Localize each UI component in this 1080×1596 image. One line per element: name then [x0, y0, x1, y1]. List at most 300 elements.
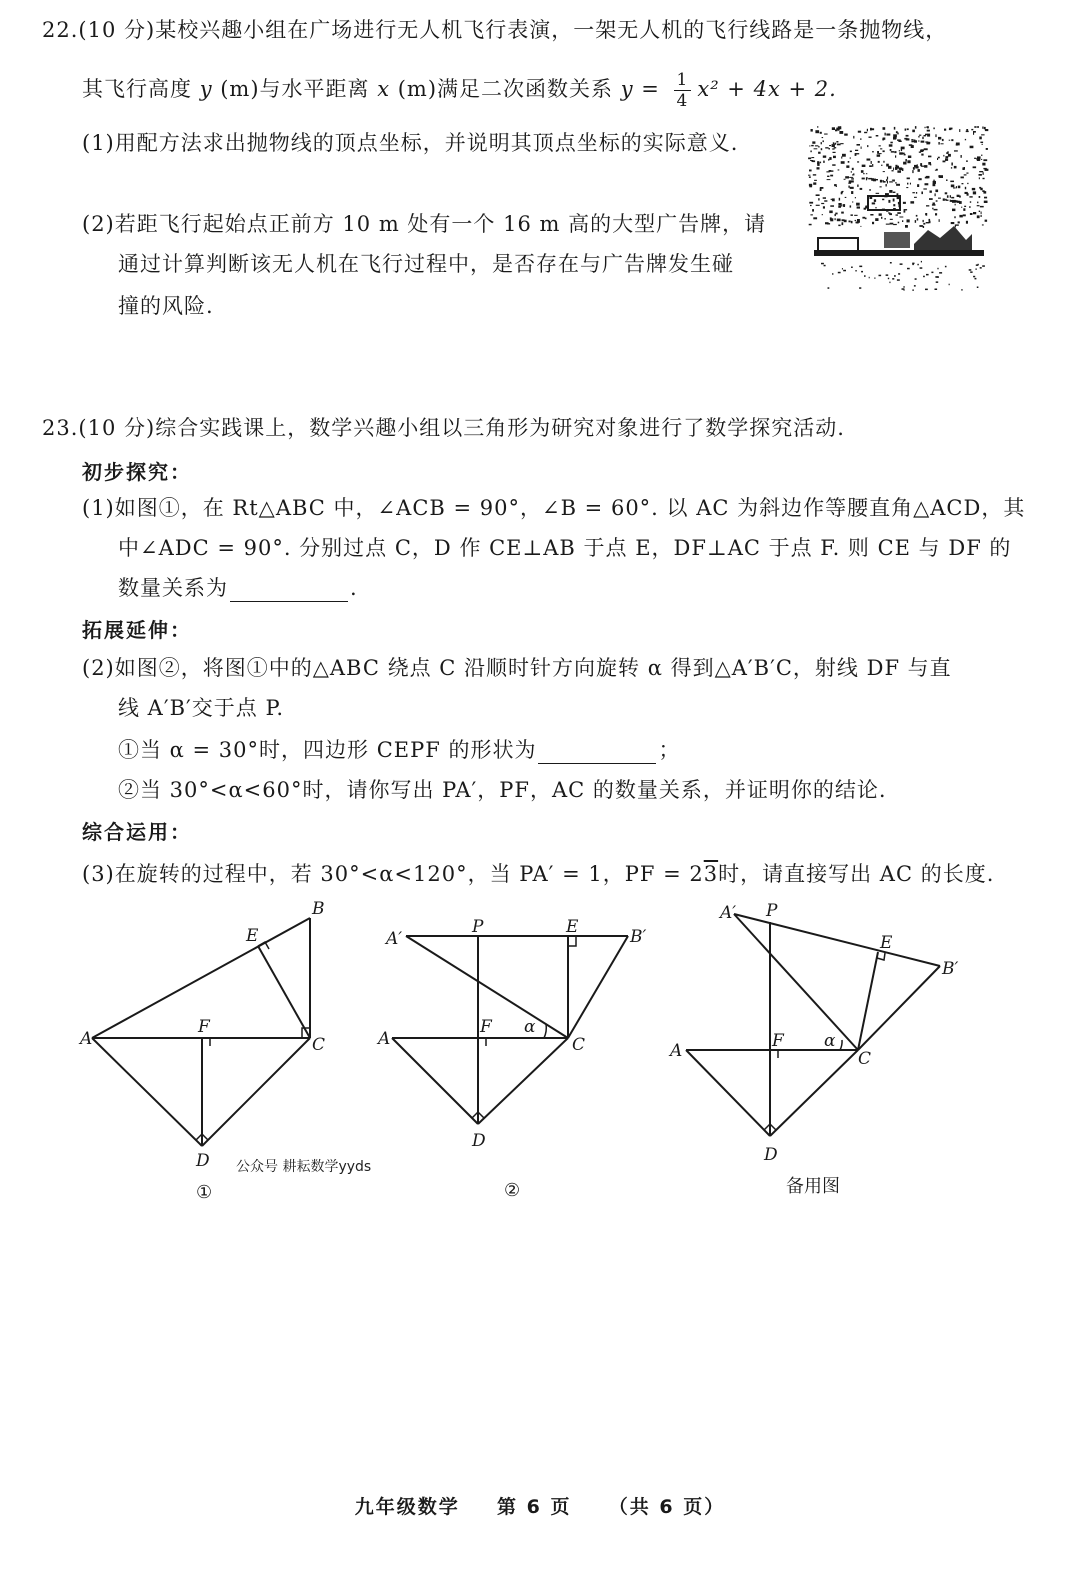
photo-speckle	[980, 188, 982, 190]
photo-speckle	[942, 139, 944, 141]
photo-speckle	[893, 204, 895, 206]
photo-speckle	[984, 197, 987, 199]
fig2-label-alpha: α	[524, 1017, 536, 1037]
photo-speckle	[971, 129, 973, 130]
photo-speckle	[855, 150, 858, 151]
photo-speckle	[913, 167, 915, 170]
photo-speckle	[890, 142, 892, 144]
photo-speckle	[973, 191, 976, 194]
figure-3-caption: 备用图	[786, 1176, 840, 1197]
photo-speckle	[872, 151, 874, 152]
photo-speckle	[979, 174, 982, 176]
photo-speckle	[945, 199, 947, 200]
photo-speckle	[952, 209, 955, 212]
photo-speckle	[926, 222, 930, 223]
q23-p2-line1: (2)如图②，将图①中的△ABC 绕点 C 沿顺时针方向旋转 α 得到△A′B′C，射线 DF 与直	[82, 656, 952, 680]
photo-speckle	[867, 145, 868, 147]
photo-speckle	[979, 211, 980, 212]
photo-speckle	[967, 183, 968, 184]
photo-speckle	[914, 197, 917, 198]
photo-speckle	[951, 222, 955, 224]
photo-speckle	[916, 215, 918, 217]
photo-speckle	[882, 180, 884, 181]
photo-speckle	[970, 146, 974, 149]
photo-speckle	[849, 180, 852, 183]
photo-speckle	[957, 201, 960, 203]
photo-speckle	[897, 166, 900, 169]
heading-application: 综合运用：	[82, 820, 192, 844]
photo-speckle	[921, 154, 923, 156]
photo-speckle	[819, 162, 821, 164]
photo-speckle	[832, 198, 835, 201]
photo-speckle	[948, 154, 951, 157]
photo-speckle	[951, 167, 952, 168]
photo-speckle	[852, 168, 854, 170]
photo-speckle	[889, 190, 892, 193]
photo-speckle	[855, 220, 857, 221]
photo-speckle	[832, 273, 833, 275]
photo-speckle	[886, 179, 888, 181]
photo-speckle	[827, 223, 830, 224]
photo-speckle	[823, 140, 824, 142]
figure-3	[665, 895, 975, 1175]
photo-speckle	[880, 180, 882, 183]
fig3-label-a1: A′	[720, 903, 737, 923]
photo-speckle	[929, 198, 933, 200]
photo-speckle	[825, 147, 828, 148]
fig2-label-d: D	[472, 1131, 486, 1151]
photo-speckle	[924, 165, 927, 168]
photo-speckle	[862, 217, 865, 219]
photo-speckle	[816, 194, 820, 196]
photo-speckle	[880, 148, 882, 149]
photo-speckle	[848, 161, 850, 163]
photo-speckle	[823, 197, 826, 199]
photo-speckle	[869, 165, 872, 167]
photo-speckle	[883, 150, 885, 152]
photo-speckle	[919, 135, 921, 136]
photo-speckle	[925, 183, 929, 185]
photo-speckle	[907, 128, 909, 130]
photo-speckle	[877, 151, 879, 154]
photo-speckle	[907, 268, 910, 270]
photo-speckle	[888, 278, 889, 280]
fig1-label-a: A	[80, 1029, 93, 1049]
photo-speckle	[962, 183, 964, 184]
photo-speckle	[919, 225, 923, 227]
photo-speckle	[918, 136, 919, 138]
photo-speckle	[910, 201, 914, 203]
heading-initial-exploration: 初步探究：	[82, 460, 192, 484]
photo-speckle	[918, 169, 920, 172]
fig2-right-angle-e	[568, 936, 576, 946]
photo-speckle	[966, 131, 969, 132]
figure-2	[375, 910, 665, 1160]
photo-speckle	[867, 129, 868, 132]
q22-sub2-line1: (2)若距飞行起始点正前方 10 m 处有一个 16 m 高的大型广告牌，请	[82, 212, 767, 236]
photo-speckle	[837, 219, 841, 222]
fig1-segment-cd	[202, 1038, 310, 1146]
photo-speckle	[883, 161, 884, 163]
photo-speckle	[951, 139, 953, 141]
photo-speckle	[976, 158, 978, 160]
photo-speckle	[914, 285, 916, 287]
photo-speckle	[937, 268, 938, 270]
photo-speckle	[877, 154, 881, 156]
photo-speckle	[894, 275, 896, 277]
photo-speckle	[817, 161, 819, 164]
fig1-label-f: F	[198, 1017, 210, 1037]
fig3-segment-a1b1	[734, 914, 940, 966]
photo-speckle	[823, 156, 826, 158]
photo-speckle	[938, 142, 939, 145]
q22-sub2-line2: 通过计算判断该无人机在飞行过程中，是否存在与广告牌发生碰	[118, 252, 734, 276]
answer-blank-2[interactable]	[538, 741, 656, 764]
fig3-segment-ce	[858, 952, 878, 1050]
photo-speckle	[809, 186, 812, 187]
photo-speckle	[908, 156, 911, 159]
q22-formula-lhs: y =	[620, 77, 660, 101]
photo-speckle	[892, 170, 894, 171]
photo-speckle	[970, 213, 973, 215]
photo-speckle	[950, 181, 954, 183]
photo-speckle	[959, 196, 961, 198]
photo-speckle	[914, 165, 918, 167]
photo-speckle	[842, 268, 843, 270]
photo-speckle	[851, 221, 853, 223]
photo-speckle	[871, 161, 872, 164]
photo-speckle	[859, 287, 861, 289]
photo-speckle	[811, 129, 813, 132]
photo-speckle	[821, 203, 824, 204]
photo-speckle	[980, 206, 984, 208]
photo-speckle	[979, 177, 980, 179]
photo-speckle	[930, 164, 931, 166]
photo-speckle	[937, 158, 938, 160]
photo-speckle	[911, 141, 914, 143]
photo-speckle	[894, 151, 896, 153]
photo-speckle	[851, 267, 853, 269]
photo-speckle	[809, 184, 812, 186]
q23-p1-line2: 中∠ADC = 90°. 分别过点 C，D 作 CE⊥AB 于点 E，DF⊥AC 于点 F. 则 CE 与 DF 的	[118, 536, 1012, 560]
photo-speckle	[934, 209, 938, 211]
photo-speckle	[851, 180, 854, 182]
photo-speckle	[854, 215, 857, 216]
figure-2-caption: ②	[504, 1180, 521, 1201]
photo-speckle	[822, 137, 824, 138]
photo-speckle	[933, 184, 936, 187]
photo-speckle	[970, 201, 971, 203]
photo-speckle	[973, 276, 975, 278]
footer-grade-subject: 九年级数学	[354, 1496, 460, 1518]
photo-speckle	[888, 200, 890, 203]
fig2-label-e: E	[566, 917, 579, 937]
photo-speckle	[886, 134, 890, 136]
photo-speckle	[816, 205, 820, 206]
photo-speckle	[862, 165, 866, 167]
photo-speckle	[852, 174, 853, 175]
photo-speckle	[893, 168, 894, 171]
photo-speckle	[939, 219, 940, 222]
photo-speckle	[869, 277, 870, 279]
photo-speckle	[876, 193, 880, 194]
photo-speckle	[842, 154, 846, 157]
photo-speckle	[892, 278, 894, 280]
photo-speckle	[981, 155, 982, 156]
photo-speckle	[851, 191, 853, 194]
photo-speckle	[856, 203, 860, 206]
photo-speckle	[912, 192, 915, 193]
photo-speckle	[969, 196, 972, 197]
watermark-text: 公众号 耕耘数学yyds	[236, 1159, 372, 1175]
photo-speckle	[905, 129, 907, 131]
photo-speckle	[893, 224, 897, 225]
photo-speckle	[936, 169, 938, 171]
photo-speckle	[897, 279, 900, 281]
photo-speckle	[984, 201, 988, 203]
photo-speckle	[841, 191, 843, 193]
fig2-label-p: P	[472, 917, 484, 937]
page-footer	[0, 1492, 1080, 1519]
fig3-label-c: C	[858, 1049, 872, 1069]
photo-speckle	[945, 158, 948, 161]
photo-speckle	[943, 198, 945, 200]
fig1-right-angle-f	[202, 1038, 210, 1046]
photo-speckle	[857, 221, 860, 223]
photo-speckle	[898, 273, 900, 275]
photo-speckle	[870, 214, 873, 216]
photo-speckle	[881, 217, 882, 219]
photo-speckle	[857, 185, 858, 187]
photo-speckle	[906, 135, 909, 137]
photo-speckle	[845, 176, 849, 178]
photo-speckle	[897, 133, 898, 135]
photo-speckle	[928, 156, 931, 158]
photo-speckle	[828, 159, 829, 161]
photo-speckle	[930, 191, 932, 193]
photo-speckle	[917, 264, 918, 266]
fig2-label-a1: A′	[386, 929, 403, 949]
photo-speckle	[836, 128, 839, 131]
fig3-segment-a1c	[734, 914, 858, 1050]
photo-speckle	[986, 148, 988, 150]
photo-speckle	[820, 188, 822, 191]
photo-speckle	[829, 148, 830, 150]
photo-speckle	[935, 276, 938, 278]
photo-speckle	[888, 166, 892, 169]
q23-p1-line1: (1)如图①，在 Rt△ABC 中，∠ACB = 90°，∠B = 60°. 以 AC 为斜边作等腰直角△ACD，其	[82, 496, 1026, 520]
photo-speckle	[980, 215, 982, 216]
photo-speckle	[862, 178, 865, 180]
photo-speckle	[837, 144, 841, 146]
heading-extension: 拓展延伸：	[82, 618, 192, 642]
photo-speckle	[832, 127, 835, 130]
fig1-segment-ad	[92, 1038, 202, 1146]
q23-p1-line3: 数量关系为 .	[118, 576, 358, 600]
photo-speckle	[920, 163, 922, 166]
photo-speckle	[882, 138, 884, 140]
photo-speckle	[829, 211, 832, 214]
photo-speckle	[910, 183, 911, 185]
photo-speckle	[839, 198, 840, 201]
photo-speckle	[905, 159, 907, 162]
photo-speckle	[824, 265, 826, 267]
q23-score: (10 分)	[78, 416, 156, 440]
photo-speckle	[900, 169, 903, 170]
photo-speckle	[956, 186, 957, 188]
photo-speckle	[874, 199, 876, 202]
photo-speckle	[961, 177, 964, 179]
photo-speckle	[841, 156, 842, 158]
photo-speckle	[890, 262, 892, 264]
photo-speckle	[977, 205, 980, 206]
photo-speckle	[866, 178, 867, 181]
photo-speckle	[912, 170, 913, 173]
photo-speckle	[887, 181, 888, 184]
photo-speckle	[966, 160, 968, 162]
fig2-segment-cd	[478, 1038, 568, 1124]
photo-speckle	[924, 135, 926, 136]
photo-speckle	[814, 148, 818, 149]
photo-speckle	[896, 214, 899, 215]
photo-speckle	[976, 268, 977, 270]
photo-speckle	[811, 145, 814, 146]
photo-speckle	[954, 216, 955, 218]
photo-speckle	[899, 217, 903, 218]
photo-speckle	[921, 192, 923, 195]
photo-speckle	[905, 225, 908, 228]
photo-speckle	[838, 225, 840, 227]
photo-speckle	[841, 161, 845, 164]
photo-speckle	[857, 207, 860, 209]
photo-speckle	[985, 129, 988, 131]
photo-speckle	[921, 141, 925, 143]
q22-stem-text: 某校兴趣小组在广场进行无人机飞行表演，一架无人机的飞行线路是一条抛物线，	[155, 18, 948, 42]
photo-speckle	[834, 147, 837, 148]
photo-speckle	[974, 158, 976, 159]
building-shape	[818, 238, 858, 252]
photo-speckle	[907, 178, 910, 180]
photo-speckle	[829, 170, 832, 172]
photo-speckle	[899, 150, 900, 151]
photo-speckle	[810, 214, 813, 215]
fig3-label-b1: B′	[942, 959, 959, 979]
photo-speckle	[842, 219, 845, 221]
photo-speckle	[983, 178, 985, 179]
photo-speckle	[897, 193, 899, 195]
q23-stem: 23.(10 分)综合实践课上，数学兴趣小组以三角形为研究对象进行了数学探究活动.	[42, 416, 845, 440]
photo-speckle	[906, 187, 908, 188]
photo-speckle	[845, 197, 847, 198]
photo-speckle	[809, 224, 812, 226]
photo-speckle	[869, 189, 870, 191]
photo-speckle	[955, 225, 956, 228]
photo-speckle	[917, 184, 919, 187]
photo-speckle	[893, 137, 896, 140]
q22-number: 22.	[42, 18, 79, 42]
photo-speckle	[979, 196, 981, 198]
fig1-label-b: B	[312, 899, 325, 919]
photo-speckle	[833, 156, 836, 158]
fig1-segment-ce	[258, 946, 310, 1038]
photo-speckle	[821, 263, 824, 265]
photo-speckle	[811, 157, 814, 158]
photo-speckle	[902, 220, 903, 222]
photo-speckle	[977, 215, 980, 218]
drone-photo	[808, 126, 990, 292]
photo-speckle	[890, 149, 892, 151]
photo-speckle	[916, 192, 917, 194]
photo-speckle	[947, 195, 949, 198]
photo-speckle	[821, 148, 823, 150]
photo-speckle	[949, 128, 952, 130]
photo-speckle	[817, 167, 820, 169]
fig2-angle-alpha-arc	[544, 1024, 546, 1038]
photo-speckle	[861, 147, 862, 149]
photo-speckle	[912, 289, 913, 291]
photo-speckle	[972, 188, 975, 190]
fig3-label-p: P	[766, 901, 778, 921]
photo-speckle	[872, 202, 875, 204]
photo-speckle	[926, 274, 929, 276]
answer-blank-1[interactable]	[230, 579, 348, 602]
photo-speckle	[808, 158, 811, 160]
q23-p2-item1: ①当 α = 30°时，四边形 CEPF 的形状为 ；	[118, 738, 681, 762]
photo-speckle	[818, 146, 819, 147]
photo-speckle	[810, 205, 812, 206]
photo-speckle	[889, 282, 890, 284]
photo-speckle	[863, 173, 865, 174]
photo-speckle	[951, 200, 953, 202]
photo-speckle	[964, 206, 966, 207]
photo-speckle	[890, 219, 893, 220]
photo-speckle	[868, 178, 872, 180]
photo-speckle	[857, 144, 861, 146]
photo-speckle	[964, 174, 967, 175]
photo-speckle	[938, 157, 940, 159]
photo-speckle	[924, 148, 928, 150]
photo-speckle	[950, 195, 951, 198]
photo-speckle	[830, 175, 833, 177]
photo-speckle	[865, 218, 867, 220]
photo-speckle	[812, 160, 813, 162]
photo-speckle	[958, 186, 961, 189]
photo-speckle	[921, 261, 922, 263]
photo-speckle	[949, 284, 950, 286]
photo-speckle	[815, 130, 819, 133]
photo-speckle	[850, 151, 852, 153]
photo-speckle	[977, 126, 979, 128]
photo-speckle	[973, 131, 976, 133]
photo-speckle	[975, 278, 977, 280]
photo-speckle	[895, 155, 896, 157]
photo-speckle	[815, 145, 819, 146]
photo-speckle	[955, 204, 956, 206]
photo-speckle	[906, 138, 908, 141]
photo-speckle	[840, 126, 841, 129]
photo-speckle	[949, 140, 951, 141]
photo-speckle	[836, 141, 838, 143]
photo-speckle	[925, 289, 928, 291]
footer-total-pages: （共 6 页）	[608, 1496, 726, 1518]
photo-speckle	[824, 200, 827, 201]
photo-speckle	[898, 141, 901, 142]
photo-speckle	[951, 185, 955, 188]
photo-speckle	[915, 278, 917, 280]
photo-speckle	[879, 213, 882, 215]
photo-speckle	[827, 176, 829, 177]
photo-speckle	[843, 204, 846, 206]
